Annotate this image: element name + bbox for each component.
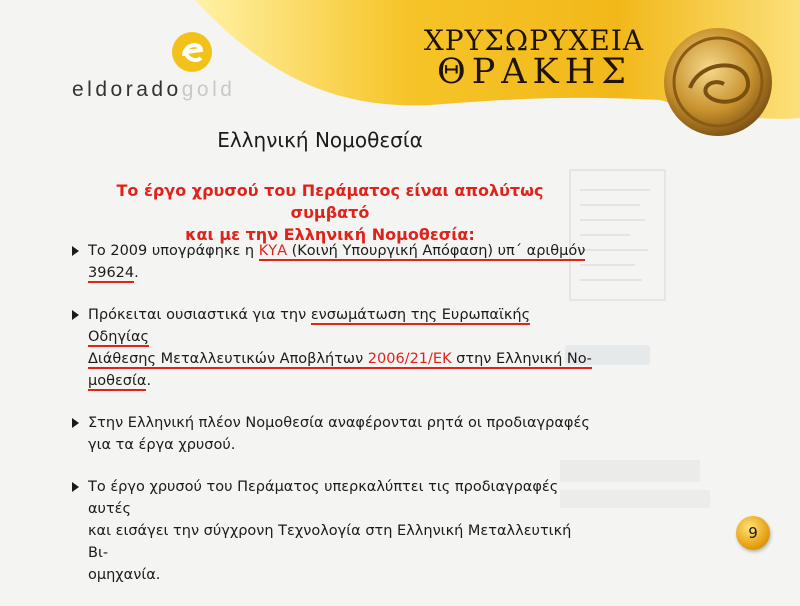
list-item: [72, 476, 592, 586]
decision-number: 39624: [88, 265, 135, 281]
page-number-badge: 9: [736, 516, 770, 550]
eldorado-gold-logo-icon: [170, 30, 214, 74]
kya-highlight: ΚΥΑ: [258, 243, 288, 259]
bullet-arrow-icon: [72, 246, 79, 256]
list-item: [72, 412, 592, 456]
bullet-text: Διάθεσης Μεταλλευτικών Αποβλήτων: [88, 351, 368, 367]
bullet-text: (Κοινή Υπουργική Απόφαση) υπ΄ αριθμόν: [287, 243, 586, 259]
bullet-text: .: [134, 265, 139, 281]
bullet-text: .: [146, 373, 152, 389]
bullet-line: Στην Ελληνική πλέον Νομοθεσία αναφέρονται ρητά οι προδιαγραφές: [88, 415, 590, 431]
banner-title-line2: ΘΡΑΚΗΣ: [437, 52, 632, 92]
bullet-line: [88, 304, 592, 348]
bullet-line: και εισάγει την σύγχρονη Τεχνολογία στη Ελληνική Μεταλλευτική Βι-: [88, 523, 572, 561]
bullet-line: [88, 240, 592, 262]
background-map-watermark: [560, 130, 785, 520]
gold-coin-seal-icon: [664, 28, 772, 136]
directive-number: 2006/21/ΕΚ: [367, 351, 452, 367]
bullet-arrow-icon: [72, 482, 79, 492]
bullet-text: Το 2009 υπογράφηκε η: [88, 243, 259, 259]
bullet-line: Το έργο χρυσού του Περάματος υπερκαλύπτει τις προδιαγραφές αυτές: [88, 479, 559, 517]
directive-phrase: ενσωμάτωση της Ευρωπαϊκής Οδηγίας: [88, 307, 531, 345]
page-title: Ελληνική Νομοθεσία: [217, 128, 423, 152]
bullet-line: [88, 262, 592, 284]
subtitle: [80, 180, 580, 246]
bullet-arrow-icon: [72, 310, 79, 320]
bullet-line: [88, 370, 592, 392]
bullet-arrow-icon: [72, 418, 79, 428]
bullet-line: [88, 348, 592, 370]
subtitle-line1: Το έργο χρυσού του Περάματος είναι απολύτως συμβατό: [116, 181, 544, 222]
banner-title-line1: ΧΡΥΣΩΡΥΧΕΙΑ: [423, 24, 645, 57]
bullet-line: για τα έργα χρυσού.: [88, 437, 236, 453]
subtitle-line2: και με την Ελληνική Νομοθεσία:: [185, 225, 475, 244]
logo-wordmark: [72, 78, 235, 102]
bullet-text: στην Ελληνική Νο-: [451, 351, 592, 367]
bullet-line: ομηχανία.: [88, 567, 161, 583]
list-item: [72, 240, 592, 284]
list-item: [72, 304, 592, 392]
bullet-text: μοθεσία: [88, 373, 147, 389]
bullet-text: Πρόκειται ουσιαστικά για την: [88, 307, 311, 323]
logo-text-main: eldorado: [72, 78, 182, 101]
logo-text-accent: gold: [181, 78, 236, 101]
header-banner: [0, 0, 800, 140]
bullet-list: [72, 240, 592, 606]
